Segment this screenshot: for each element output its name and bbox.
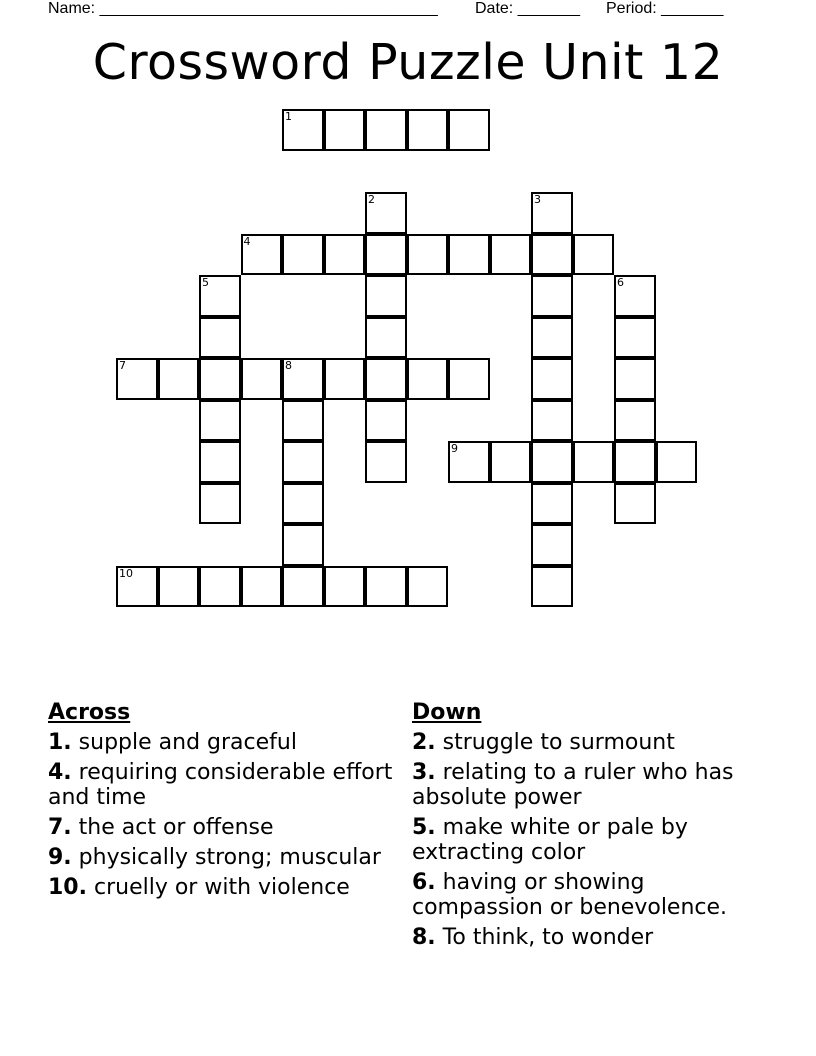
cell-number: 4 xyxy=(243,234,251,248)
clue-number: 4. xyxy=(48,760,72,785)
grid-cell[interactable] xyxy=(282,234,324,276)
clue-across-7 xyxy=(48,815,404,840)
grid-cell[interactable] xyxy=(531,234,573,276)
page-title: Crossword Puzzle Unit 12 xyxy=(92,34,724,91)
cell-number: 7 xyxy=(119,359,126,372)
clue-number: 5. xyxy=(412,815,436,840)
grid-cell[interactable] xyxy=(199,566,241,608)
grid-cell[interactable] xyxy=(531,358,573,400)
grid-cell[interactable] xyxy=(614,483,656,525)
grid-cell[interactable] xyxy=(365,109,407,151)
cell-number: 8 xyxy=(285,359,292,372)
clue-text: relating to a ruler who has absolute power xyxy=(412,760,734,810)
grid-cell[interactable] xyxy=(365,192,407,234)
grid-cell[interactable] xyxy=(282,524,324,566)
clue-text: cruelly or with violence xyxy=(93,875,350,900)
grid-cell[interactable] xyxy=(531,441,573,483)
clue-across-4 xyxy=(48,760,404,810)
clue-number: 6. xyxy=(412,870,436,895)
grid-cell[interactable] xyxy=(614,275,656,317)
grid-cell[interactable] xyxy=(614,441,656,483)
clue-text: physically strong; muscular xyxy=(78,845,381,870)
clue-down-5 xyxy=(412,815,782,865)
grid-cell[interactable] xyxy=(282,109,324,151)
grid-cell[interactable] xyxy=(199,483,241,525)
clue-down-8 xyxy=(412,925,782,950)
grid-cell[interactable] xyxy=(531,317,573,359)
grid-cell[interactable] xyxy=(199,275,241,317)
grid-cell[interactable] xyxy=(490,234,532,276)
clue-number: 10. xyxy=(48,875,87,900)
grid-cell[interactable] xyxy=(407,109,449,151)
clue-text: the act or offense xyxy=(78,815,274,840)
clue-text: To think, to wonder xyxy=(442,925,654,950)
grid-cell[interactable] xyxy=(158,566,200,608)
grid-cell[interactable] xyxy=(407,358,449,400)
grid-cell[interactable] xyxy=(448,358,490,400)
clue-down-6 xyxy=(412,870,782,920)
grid-cell[interactable] xyxy=(116,358,158,400)
grid-cell[interactable] xyxy=(407,234,449,276)
grid-cell[interactable] xyxy=(573,441,615,483)
date-field[interactable]: Date: _______ xyxy=(475,0,580,17)
grid-cell[interactable] xyxy=(365,441,407,483)
grid-cell[interactable] xyxy=(531,400,573,442)
grid-cell[interactable] xyxy=(116,566,158,608)
grid-cell[interactable] xyxy=(282,483,324,525)
grid-cell[interactable] xyxy=(448,441,490,483)
across-heading: Across xyxy=(48,700,131,725)
name-field[interactable]: Name: ______________________________________ xyxy=(48,0,438,17)
clue-down-2 xyxy=(412,730,782,755)
grid-cell[interactable] xyxy=(531,192,573,234)
grid-cell[interactable] xyxy=(448,109,490,151)
clue-number: 1. xyxy=(48,730,72,755)
cell-number: 5 xyxy=(202,276,209,289)
grid-cell[interactable] xyxy=(199,400,241,442)
grid-cell[interactable] xyxy=(614,317,656,359)
grid-cell[interactable] xyxy=(199,441,241,483)
cell-number: 6 xyxy=(617,276,624,289)
cell-number: 2 xyxy=(368,193,375,206)
grid-cell[interactable] xyxy=(448,234,490,276)
grid-cell[interactable] xyxy=(241,358,283,400)
clue-number: 3. xyxy=(412,760,436,785)
grid-cell[interactable] xyxy=(282,358,324,400)
grid-cell[interactable] xyxy=(531,483,573,525)
cell-number: 1 xyxy=(285,110,292,123)
grid-cell[interactable] xyxy=(282,566,324,608)
grid-cell[interactable] xyxy=(199,317,241,359)
clue-text: having or showing compassion or benevolence. xyxy=(412,870,728,920)
grid-cell[interactable] xyxy=(241,566,283,608)
grid-cell[interactable] xyxy=(365,400,407,442)
clue-text: requiring considerable effort and time xyxy=(48,760,393,810)
grid-cell[interactable] xyxy=(365,275,407,317)
down-heading: Down xyxy=(412,700,482,725)
clue-across-10 xyxy=(48,875,404,900)
grid-cell[interactable] xyxy=(324,234,366,276)
clue-number: 2. xyxy=(412,730,436,755)
grid-cell[interactable] xyxy=(324,566,366,608)
grid-cell[interactable] xyxy=(531,524,573,566)
grid-cell[interactable] xyxy=(531,275,573,317)
crossword-grid xyxy=(117,110,700,610)
clue-down-3 xyxy=(412,760,782,810)
clue-text: struggle to surmount xyxy=(442,730,675,755)
grid-cell[interactable] xyxy=(365,317,407,359)
grid-cell[interactable] xyxy=(614,358,656,400)
clue-number: 7. xyxy=(48,815,72,840)
grid-cell[interactable] xyxy=(365,566,407,608)
grid-cell[interactable] xyxy=(531,566,573,608)
grid-cell[interactable] xyxy=(282,400,324,442)
period-field[interactable]: Period: _______ xyxy=(606,0,724,17)
cell-number: 10 xyxy=(119,566,133,580)
across-clues xyxy=(48,700,404,905)
clue-number: 9. xyxy=(48,845,72,870)
grid-cell[interactable] xyxy=(573,234,615,276)
grid-cell[interactable] xyxy=(365,234,407,276)
cell-number: 3 xyxy=(534,193,541,206)
grid-cell[interactable] xyxy=(614,400,656,442)
grid-cell[interactable] xyxy=(158,358,200,400)
clue-across-9 xyxy=(48,845,404,870)
cell-number: 9 xyxy=(451,442,458,455)
down-clues xyxy=(412,700,782,955)
clue-text: supple and graceful xyxy=(78,730,297,755)
grid-cell[interactable] xyxy=(656,441,698,483)
grid-cell[interactable] xyxy=(365,358,407,400)
header-fields xyxy=(48,0,768,18)
grid-cell[interactable] xyxy=(324,358,366,400)
grid-cell[interactable] xyxy=(241,234,283,276)
clue-across-1 xyxy=(48,730,404,755)
grid-cell[interactable] xyxy=(282,441,324,483)
grid-cell[interactable] xyxy=(324,109,366,151)
grid-cell[interactable] xyxy=(407,566,449,608)
clue-number: 8. xyxy=(412,925,436,950)
grid-cell[interactable] xyxy=(490,441,532,483)
clue-text: make white or pale by extracting color xyxy=(412,815,688,865)
grid-cell[interactable] xyxy=(199,358,241,400)
